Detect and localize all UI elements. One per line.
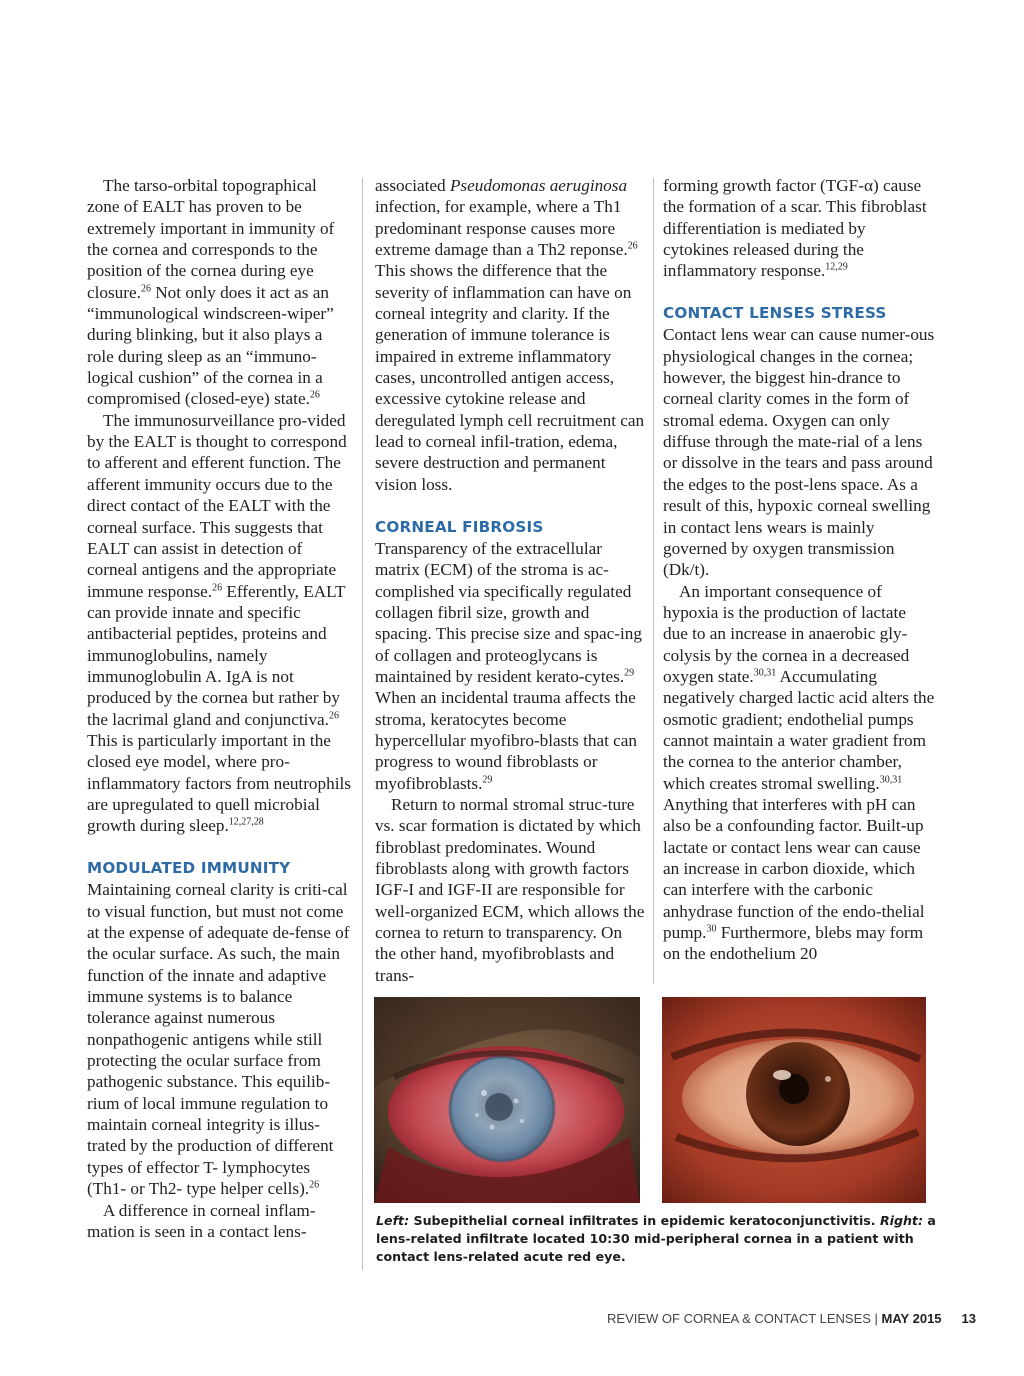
left-eye-photo bbox=[374, 997, 640, 1203]
column-3 bbox=[663, 175, 935, 965]
column-divider-2 bbox=[653, 178, 654, 984]
paragraph: associated Pseudomonas aeruginosa infection, for example, where a Th1 predominant response causes more extreme damage than a Th2 reponse.$^{26}$ This shows the difference that the severity of inflammation can have on corneal integrity and clarity. If the generation of immune tolerance is impaired in extreme inflammatory cases, uncontrolled antigen access, excessive cytokine release and deregulated lymph cell recruitment can lead to corneal infil-tration, edema, severe destruction and permanent vision loss. bbox=[375, 176, 645, 494]
paragraph: forming growth factor (TGF-α) cause the formation of a scar. This fibroblast differentiation is mediated by cytokines released during the inflammatory response.$^{12,29}$ bbox=[663, 176, 927, 281]
section-heading-modulated-immunity: MODULATED IMMUNITY bbox=[87, 859, 291, 877]
right-eye-photo bbox=[662, 997, 926, 1203]
figure-caption: Left: Subepithelial corneal infiltrates in epidemic keratoconjunctivitis. Right: a lens-related infiltrate located 10:30 mid-peripheral cornea in a patient with contact lens-related acute red eye. bbox=[376, 1213, 936, 1264]
section-heading-corneal-fibrosis: CORNEAL FIBROSIS bbox=[375, 517, 544, 536]
issue-date: MAY 2015 bbox=[881, 1311, 942, 1326]
paragraph: Return to normal stromal struc-ture vs. scar formation is dictated by which fibroblast predominates. Wound fibroblasts along with growth factors IGF-I and IGF-II are responsible for well-organized ECM, which allows the cornea to return to transparency. On the other hand, myofibroblasts and trans- bbox=[375, 794, 645, 985]
paragraph: The tarso-orbital topographical zone of EALT has proven to be extremely important in immunity of the cornea and corresponds to the position of the cornea during eye closure.$^{26}$ Not only does it act as an “immunological windscreen-wiper” during blinking, but it also plays a role during sleep as an “immuno-logical cushion” of the cornea in a compromised (closed-eye) state.$^{26}$ bbox=[87, 176, 335, 409]
column-2 bbox=[375, 175, 645, 986]
paragraph: A difference in corneal inflam-mation is seen in a contact lens- bbox=[87, 1200, 316, 1241]
journal-name: REVIEW OF CORNEA & CONTACT LENSES | bbox=[607, 1311, 882, 1326]
paragraph: The immunosurveillance pro-vided by the EALT is thought to correspond to afferent and efferent function. The afferent immunity occurs due to the direct contact of the EALT with the corneal surface. This suggests that EALT can assist in detection of corneal antigens and the appropriate immune response.$^{26}$ Efferently, EALT can provide innate and specific antibacterial peptides, proteins and immunoglobulins, namely immunoglobulin A. IgA is not produced by the cornea but rather by the lacrimal gland and conjunctiva.$^{26}$ This is particularly important in the closed eye model, where pro-inflammatory factors from neutrophils are upregulated to quell microbial growth during sleep.$^{12,27,28}$ bbox=[87, 410, 351, 836]
paragraph: An important consequence of hypoxia is the production of lactate due to an increase in anaerobic gly-colysis by the cornea in a decreased oxygen state.$^{30,31}$ Accumulating negatively charged lactic acid alters the osmotic gradient; endothelial pumps cannot maintain a water gradient from the cornea to the anterior chamber, which creates stromal swelling.$^{30,31}$ Anything that interferes with pH can also be a confounding factor. Built-up lactate or contact lens wear can cause an increase in carbon dioxide, which can interfere with the carbonic anhydrase function of the endo-thelial pump.$^{30}$ Furthermore, blebs may form on the endothelium 20 bbox=[663, 581, 935, 964]
page-footer bbox=[607, 1311, 976, 1326]
paragraph: Transparency of the extracellular matrix (ECM) of the stroma is ac-complished via specifically regulated collagen fibril size, growth and spacing. This precise size and spac-ing of collagen and proteoglycans is maintained by resident kerato-cytes.$^{29}$ When an incidental trauma affects the stroma, keratocytes become hypercellular myofibro-blasts that can progress to wound fibroblasts or myofibroblasts.$^{29}$ bbox=[375, 538, 642, 793]
paragraph: Maintaining corneal clarity is criti-cal to visual function, but must not come at the expense of adequate de-fense of the ocular surface. As such, the main function of the innate and adaptive immune systems is to balance tolerance against numerous nonpathogenic antigens while still protecting the ocular surface from pathogenic substance. This equilib-rium of local immune regulation to maintain corneal integrity is illus-trated by the production of different types of effector T- lymphocytes (Th1- or Th2- type helper cells).$^{26}$ bbox=[87, 880, 350, 1199]
section-heading-contact-lenses-stress: CONTACT LENSES STRESS bbox=[663, 304, 887, 323]
column-divider-1 bbox=[362, 178, 363, 1270]
column-1 bbox=[87, 175, 353, 1242]
paragraph: Contact lens wear can cause numer-ous physiological changes in the cornea; however, the biggest hin-drance to corneal clarity comes in the form of stromal edema. Oxygen can only diffuse through the mate-rial of a lens or dissolve in the tears and pass around the edges to the post-lens space. As a result of this, hypoxic corneal swelling in contact lens wears is mainly governed by oxygen transmission (Dk/t). bbox=[663, 325, 935, 580]
page-number: 13 bbox=[961, 1311, 976, 1326]
